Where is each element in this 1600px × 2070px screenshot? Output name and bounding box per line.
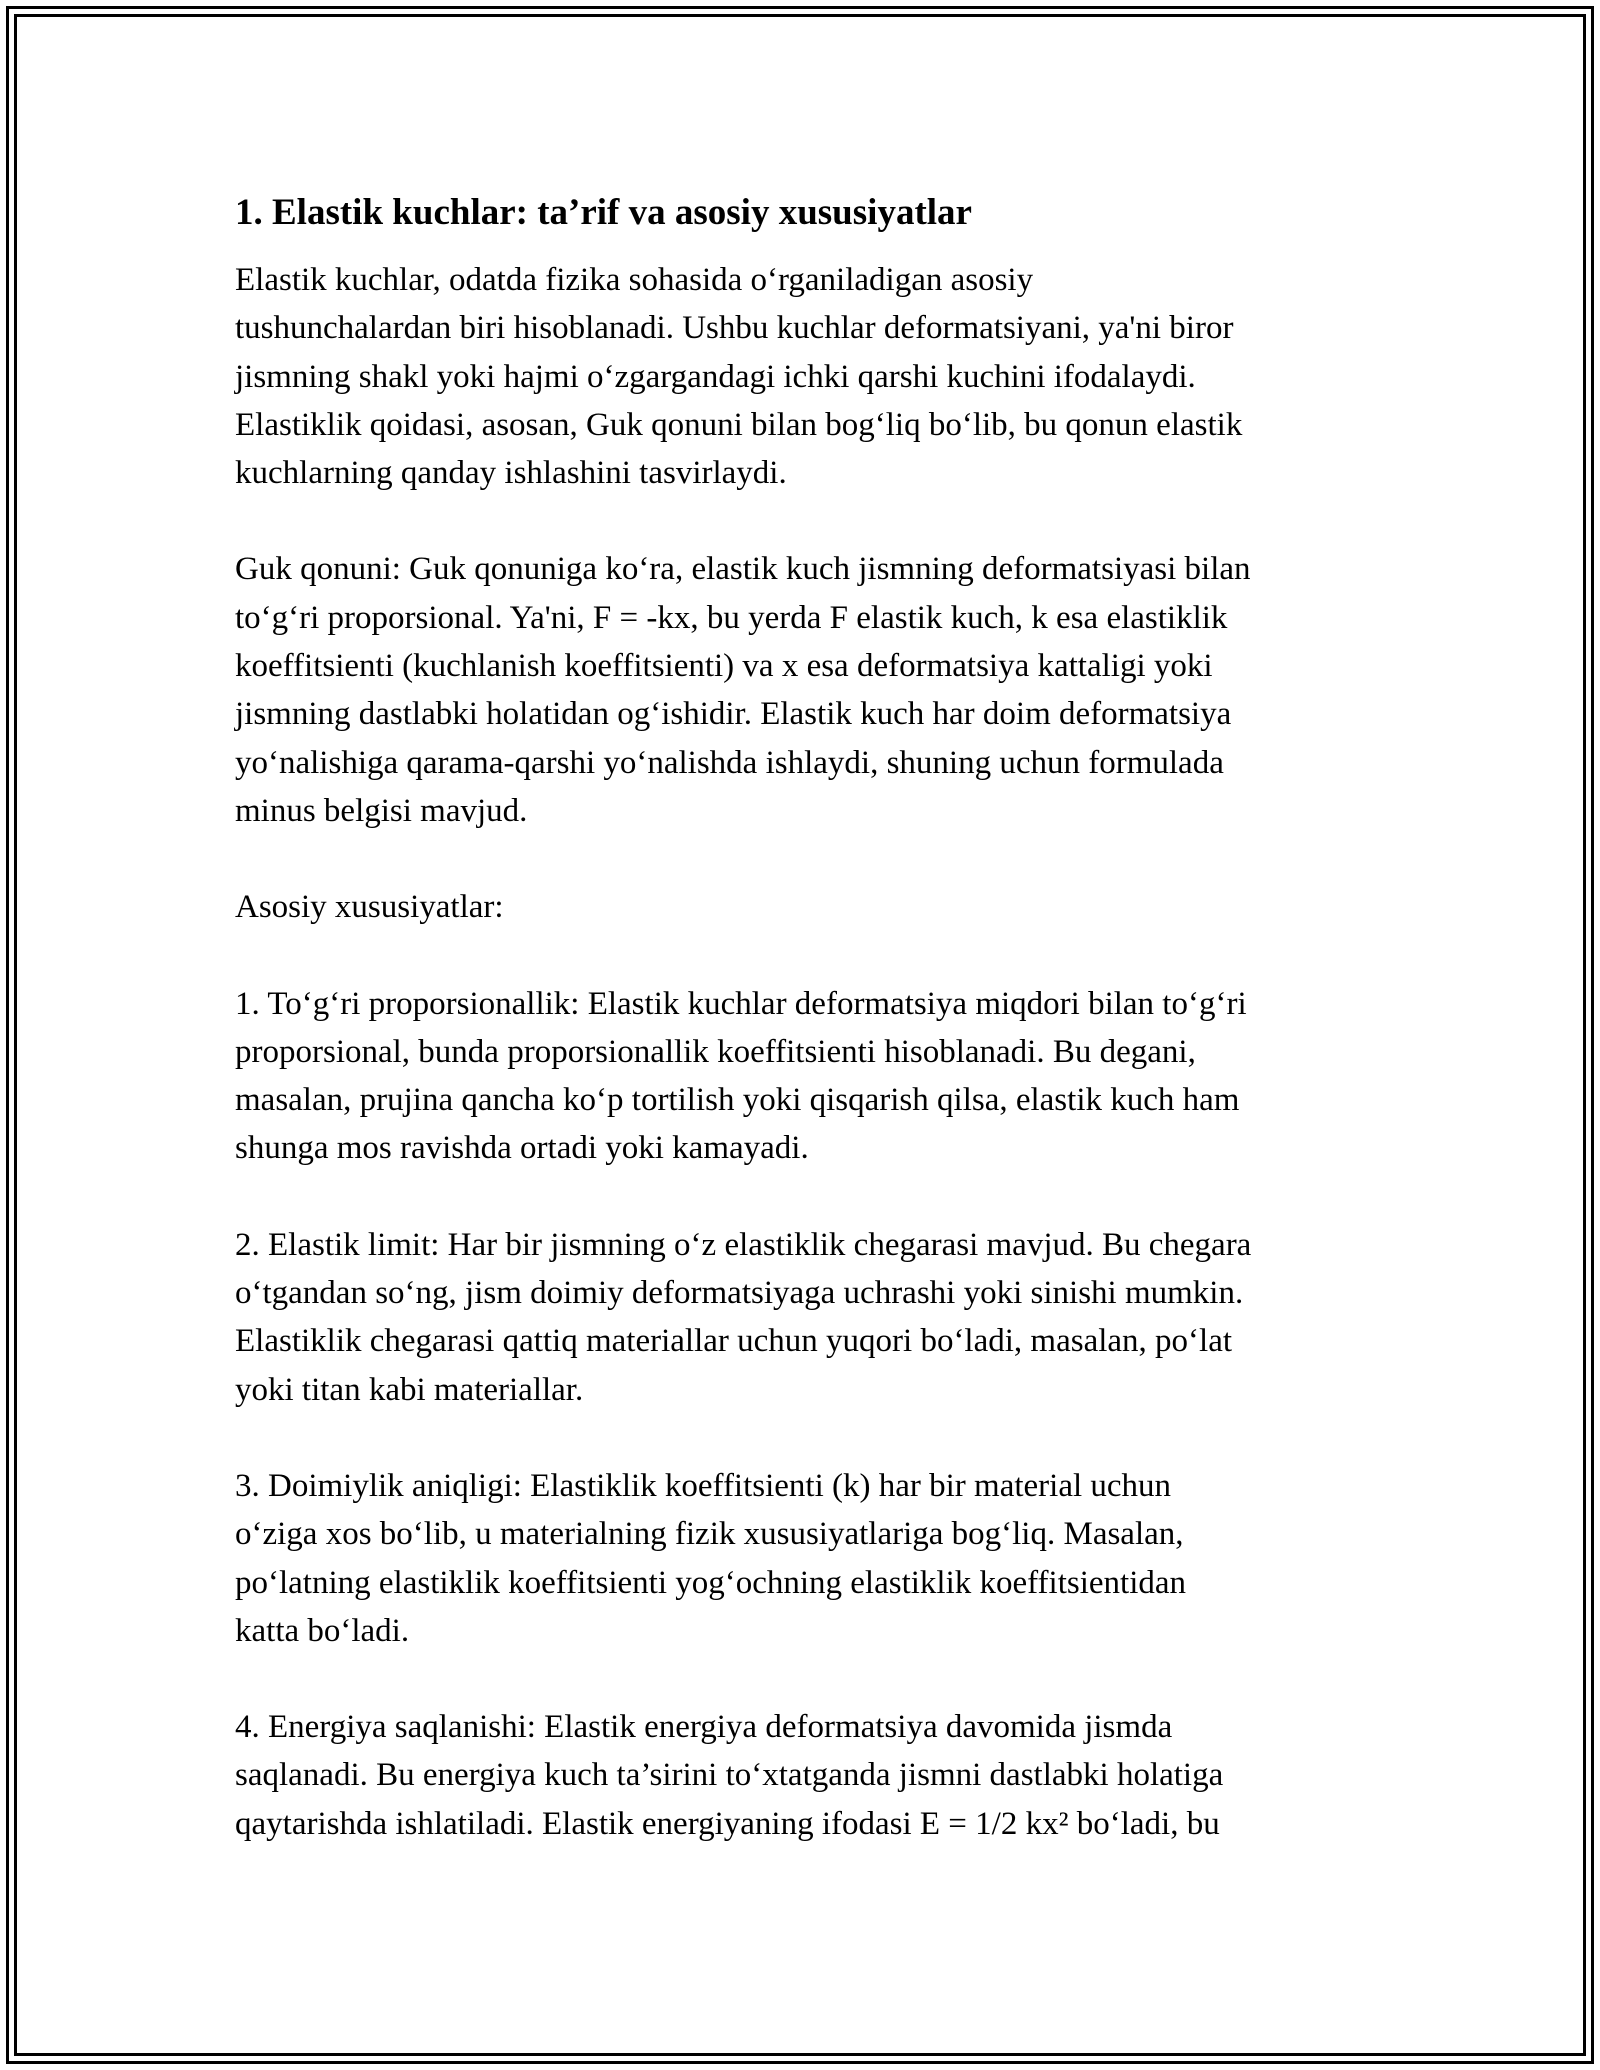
- paragraph-properties-heading: [235, 883, 1375, 931]
- text-line: 3. Doimiylik aniqligi: Elastiklik koeffitsienti (k) har bir material uchun: [235, 1467, 1172, 1504]
- text-line: 2. Elastik limit: Har bir jismning o‘z elastiklik chegarasi mavjud. Bu chegara: [235, 1226, 1252, 1263]
- text-line: qaytarishda ishlatiladi. Elastik energiyaning ifodasi E = 1/2 kx² bo‘ladi, bu: [235, 1805, 1220, 1842]
- text-line: koeffitsienti (kuchlanish koeffitsienti) va x esa deformatsiya kattaligi yoki: [235, 648, 1213, 685]
- text-line: masalan, prujina qancha ko‘p tortilish yoki qisqarish qilsa, elastik kuch ham: [235, 1082, 1240, 1119]
- text-line: kuchlarning qanday ishlashini tasvirlaydi.: [235, 455, 787, 492]
- text-line: shunga mos ravishda ortadi yoki kamayadi.: [235, 1130, 809, 1167]
- text-line: yoki titan kabi materiallar.: [235, 1371, 584, 1408]
- paragraph-property-1: [235, 980, 1375, 1173]
- text-line: jismning shakl yoki hajmi o‘zgargandagi ichki qarshi kuchini ifodalaydi.: [235, 358, 1196, 395]
- text-line: to‘g‘ri proporsional. Ya'ni, F = -kx, bu yerda F elastik kuch, k esa elastiklik: [235, 599, 1228, 636]
- paragraph-hooke-law: [235, 545, 1375, 835]
- text-line: o‘tgandan so‘ng, jism doimiy deformatsiyaga uchrashi yoki sinishi mumkin.: [235, 1275, 1244, 1312]
- paragraph-introduction: [235, 256, 1375, 497]
- section-title: 1. Elastik kuchlar: ta’rif va asosiy xususiyatlar: [235, 192, 972, 233]
- text-line: 1. To‘g‘ri proporsionallik: Elastik kuchlar deformatsiya miqdori bilan to‘g‘ri: [235, 985, 1247, 1022]
- text-line: Guk qonuni: Guk qonuniga ko‘ra, elastik kuch jismning deformatsiyasi bilan: [235, 551, 1251, 588]
- text-line: Elastik kuchlar, odatda fizika sohasida o‘rganiladigan asosiy: [235, 262, 1034, 298]
- text-line: o‘ziga xos bo‘lib, u materialning fizik xususiyatlariga bog‘liq. Masalan,: [235, 1516, 1184, 1553]
- text-line: yo‘nalishiga qarama-qarshi yo‘nalishda ishlaydi, shuning uchun formulada: [235, 744, 1224, 781]
- paragraph-property-4: [235, 1703, 1375, 1848]
- text-line: 4. Energiya saqlanishi: Elastik energiya deformatsiya davomida jismda: [235, 1709, 1173, 1746]
- text-line: Asosiy xususiyatlar:: [235, 889, 504, 926]
- paragraph-property-3: [235, 1462, 1375, 1655]
- text-line: tushunchalardan biri hisoblanadi. Ushbu kuchlar deformatsiyani, ya'ni biror: [235, 310, 1234, 347]
- text-line: po‘latning elastiklik koeffitsienti yog‘ochning elastiklik koeffitsientidan: [235, 1564, 1187, 1601]
- paragraph-property-2: [235, 1221, 1375, 1414]
- text-line: minus belgisi mavjud.: [235, 792, 528, 829]
- document-body: [235, 188, 1375, 1848]
- text-line: Elastiklik qoidasi, asosan, Guk qonuni bilan bog‘liq bo‘lib, bu qonun elastik: [235, 406, 1243, 443]
- text-line: saqlanadi. Bu energiya kuch ta’sirini to‘xtatganda jismni dastlabki holatiga: [235, 1757, 1224, 1794]
- text-line: jismning dastlabki holatidan og‘ishidir. Elastik kuch har doim deformatsiya: [235, 696, 1232, 733]
- text-line: Elastiklik chegarasi qattiq materiallar uchun yuqori bo‘ladi, masalan, po‘lat: [235, 1323, 1233, 1360]
- text-line: proporsional, bunda proporsionallik koeffitsienti hisoblanadi. Bu degani,: [235, 1033, 1196, 1070]
- text-line: katta bo‘ladi.: [235, 1612, 410, 1649]
